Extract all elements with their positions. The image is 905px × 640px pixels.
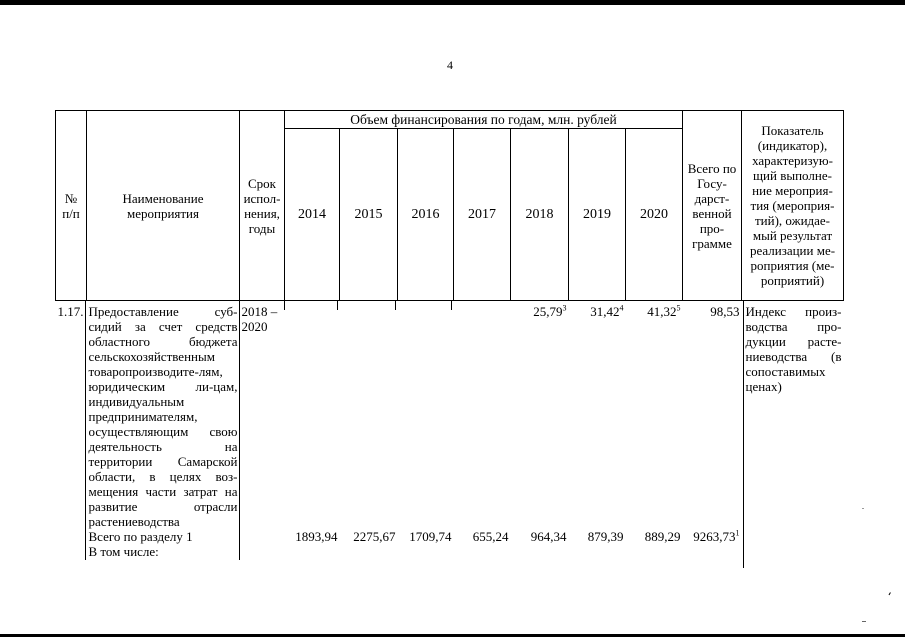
column-rule xyxy=(743,300,744,568)
section-total-2020: 889,29 xyxy=(644,529,681,544)
page-number: 4 xyxy=(447,58,453,72)
bottom-border-line xyxy=(0,634,905,637)
header-funding-title: Объем финансирования по годам, млн. рублей xyxy=(285,111,683,129)
header-num: № п/п xyxy=(56,111,87,301)
section-total-2016: 1709,74 xyxy=(409,529,452,544)
column-rule xyxy=(239,300,240,560)
section-total-2018: 964,34 xyxy=(530,529,567,544)
column-rule xyxy=(395,300,396,310)
row-value-2019: 31,42$^4$ xyxy=(590,303,624,319)
section-total-2017: 655,24 xyxy=(472,529,509,544)
table-row-section-total xyxy=(56,529,844,544)
header-year-2015: 2015 xyxy=(340,129,398,301)
row-total: 98,53 xyxy=(710,304,740,319)
header-year-2014: 2014 xyxy=(285,129,340,301)
section-total-2014: 1893,94 xyxy=(295,529,338,544)
section-total-all: 9263,73$^1$ xyxy=(693,528,740,544)
table-row-1-17 xyxy=(56,301,844,530)
column-rule xyxy=(337,300,338,310)
column-rule xyxy=(85,300,86,560)
row-value-2020: 41,32$^5$ xyxy=(647,303,681,319)
scan-mark xyxy=(862,621,866,622)
header-year-2016: 2016 xyxy=(398,129,454,301)
financing-table xyxy=(55,110,844,559)
column-rule xyxy=(284,300,285,310)
column-rule xyxy=(451,300,452,310)
header-indicator: Показатель (индикатор), характеризую-щий выполне-ние мероприя-тия (мероприя-тий), ожидае-мый результат реализации ме-роприятия (ме-роприятий) xyxy=(742,111,844,301)
row-name: Предоставление суб-сидий за счет средств областного бюджета сельскохозяйственным товаропроизводите-лям, юридическим ли-цам, индивидуальным предпринимателям, осуществляющим свою деятельность на территории Самарской области, в целях воз-мещения части затрат на развитие отрасли растениеводства xyxy=(88,304,238,529)
header-year-2017: 2017 xyxy=(454,129,511,301)
section-total-label: Всего по разделу 1 xyxy=(88,529,193,544)
including-label: В том числе: xyxy=(88,544,159,559)
section-total-2015: 2275,67 xyxy=(353,529,396,544)
header-name: Наименование мероприятия xyxy=(87,111,240,301)
table-row-including xyxy=(56,544,844,559)
header-year-2020: 2020 xyxy=(626,129,683,301)
row-num: 1.17. xyxy=(57,304,84,319)
top-border-line xyxy=(0,0,905,5)
header-year-2018: 2018 xyxy=(511,129,569,301)
row-term: 2018 – 2020 xyxy=(241,304,278,334)
scan-mark xyxy=(862,508,864,509)
header-term: Срок испол-нения, годы xyxy=(240,111,285,301)
row-indicator: Индекс произ-водства про-дукции расте-ниеводства (в сопоставимых ценах) xyxy=(745,304,842,394)
scan-mark xyxy=(889,592,894,597)
section-total-2019: 879,39 xyxy=(587,529,624,544)
row-value-2018: 25,79$^3$ xyxy=(533,303,567,319)
header-year-2019: 2019 xyxy=(569,129,626,301)
header-total: Всего по Госу-дарст-венной про-грамме xyxy=(683,111,742,301)
